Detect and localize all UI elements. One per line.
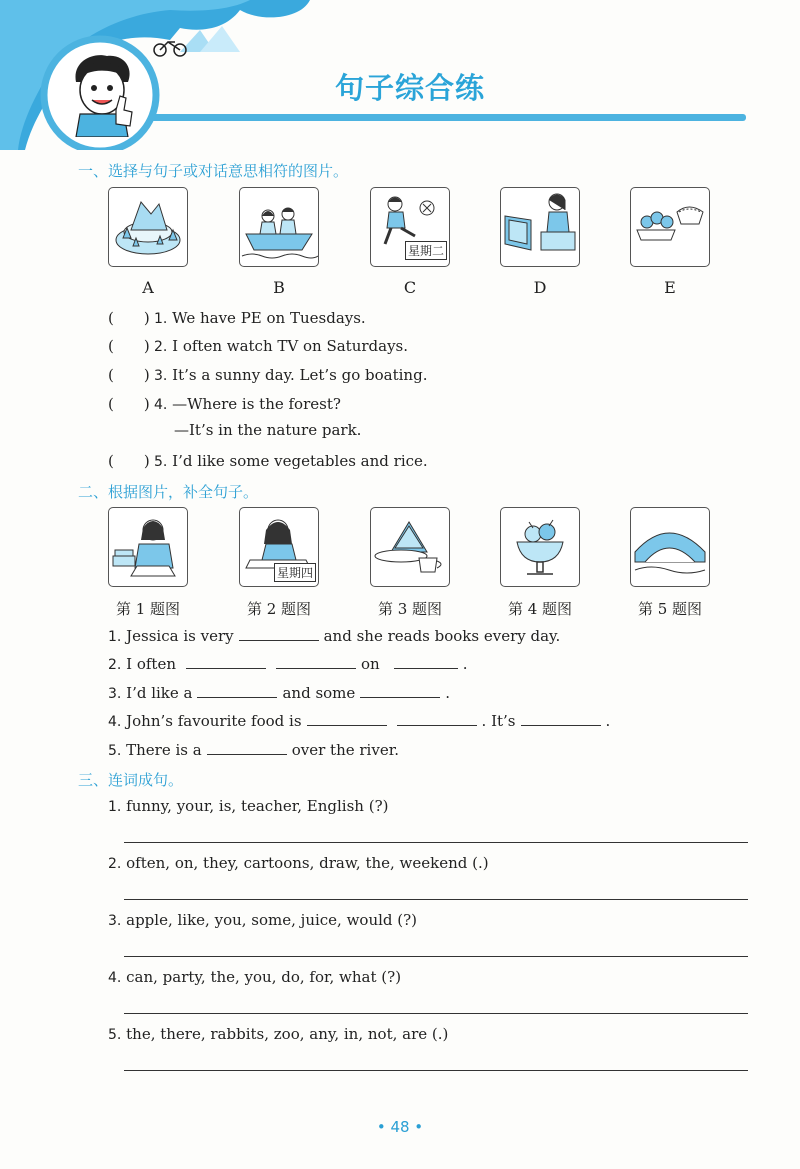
picture-c [370,187,450,267]
s2-question-4: 4. John’s favourite food is . It’s . [108,712,611,730]
s2-question-5: 5. There is a over the river. [108,741,399,759]
answer-writing-line[interactable] [124,956,748,957]
picture-a [108,187,188,267]
answer-bracket[interactable]: ( ) [108,395,150,413]
section2-heading: 二、根据图片，补全句子。 [78,483,259,501]
picture-caption-4: 第 4 题图 [507,600,573,618]
island-forest-icon [109,188,187,266]
page-number: • 48 • [376,1118,424,1136]
bridge-icon [631,508,709,586]
picture-letter-a: A [142,278,154,297]
boating-icon [240,188,318,266]
sandwich-tea-icon [371,508,449,586]
picture-letter-b: B [273,278,285,297]
picture-q4 [500,507,580,587]
fill-blank[interactable] [521,711,601,726]
s1-question-4: ( ) 4. —Where is the forest? [108,395,341,413]
weekday-tag: 星期二 [405,241,447,260]
page-title: 句子综合练 [335,71,486,105]
ice-cream-icon [501,508,579,586]
answer-writing-line[interactable] [124,842,748,843]
picture-b [239,187,319,267]
picture-e [630,187,710,267]
weekday-tag: 星期四 [274,563,316,582]
s3-question-4: 4. can, party, the, you, do, for, what (?) [108,968,402,986]
answer-bracket[interactable]: ( ) [108,366,150,384]
picture-caption-5: 第 5 题图 [637,600,703,618]
s2-question-1: 1. Jessica is very and she reads books every day. [108,627,561,645]
fill-blank[interactable] [397,711,477,726]
section1-heading: 一、选择与句子或对话意思相符的图片。 [78,162,349,180]
fill-blank[interactable] [360,683,440,698]
picture-letter-c: C [403,278,417,297]
watching-tv-icon [501,188,579,266]
vegetables-rice-icon [631,188,709,266]
s1-question-5: ( ) 5. I’d like some vegetables and rice. [108,452,428,470]
fill-blank[interactable] [394,654,458,669]
picture-q3 [370,507,450,587]
fill-blank[interactable] [307,711,387,726]
boy-thumbs-up-icon [62,52,142,137]
s3-question-5: 5. the, there, rabbits, zoo, any, in, not, are (.) [108,1025,449,1043]
picture-caption-1: 第 1 题图 [115,600,181,618]
header-divider [150,114,746,121]
fill-blank[interactable] [276,654,356,669]
picture-q5 [630,507,710,587]
s2-question-2: 2. I often on . [108,655,468,673]
fill-blank[interactable] [207,740,287,755]
girl-reading-icon [109,508,187,586]
answer-writing-line[interactable] [124,1013,748,1014]
fill-blank[interactable] [186,654,266,669]
picture-caption-3: 第 3 题图 [377,600,443,618]
picture-letter-e: E [664,278,676,297]
picture-letter-d: D [533,278,547,297]
picture-caption-2: 第 2 题图 [246,600,312,618]
s3-question-1: 1. funny, your, is, teacher, English (?) [108,797,389,815]
fill-blank[interactable] [197,683,277,698]
picture-q1 [108,507,188,587]
s1-question-2: ( ) 2. I often watch TV on Saturdays. [108,337,409,355]
picture-d [500,187,580,267]
answer-writing-line[interactable] [124,1070,748,1071]
answer-bracket[interactable]: ( ) [108,452,150,470]
s2-question-3: 3. I’d like a and some . [108,684,451,702]
answer-writing-line[interactable] [124,899,748,900]
s1-question-1: ( ) 1. We have PE on Tuesdays. [108,309,366,327]
s3-question-2: 2. often, on, they, cartoons, draw, the, weekend (.) [108,854,489,872]
answer-bracket[interactable]: ( ) [108,337,150,355]
section3-heading: 三、连词成句。 [78,771,184,789]
fill-blank[interactable] [239,626,319,641]
picture-q2 [239,507,319,587]
s1-question-4-reply: —It’s in the nature park. [174,421,362,439]
s1-question-3: ( ) 3. It’s a sunny day. Let’s go boating. [108,366,428,384]
answer-bracket[interactable]: ( ) [108,309,150,327]
page-header [0,0,800,150]
s3-question-3: 3. apple, like, you, some, juice, would (?) [108,911,418,929]
